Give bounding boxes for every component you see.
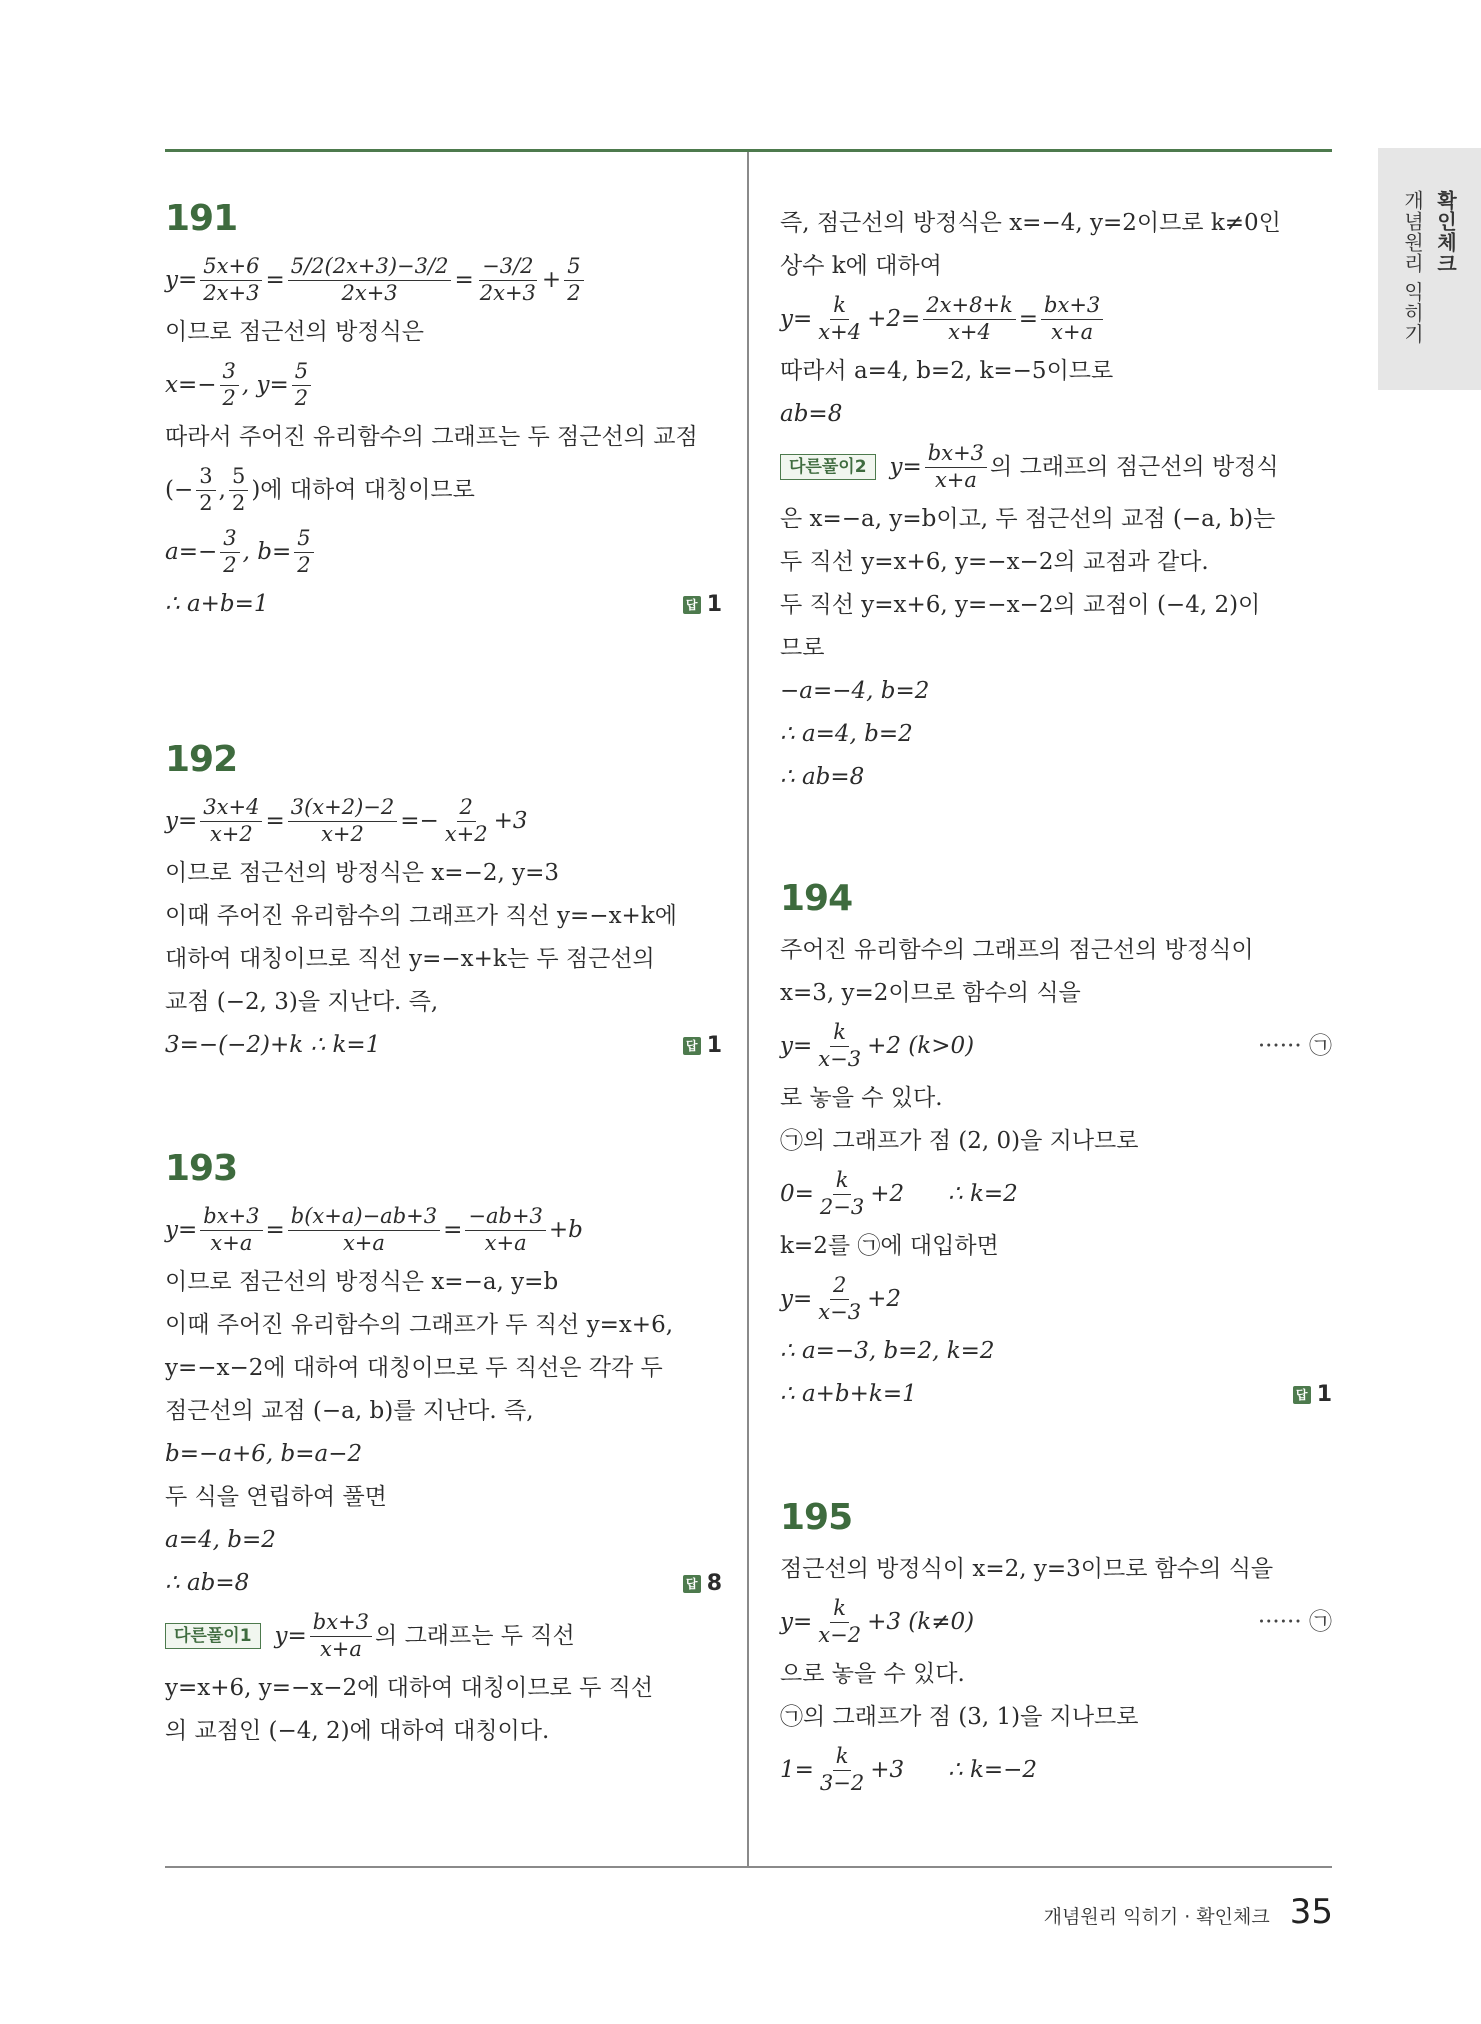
- numerator: 2: [457, 796, 476, 821]
- denominator: x+2: [321, 821, 364, 846]
- denominator: x+a: [484, 1230, 527, 1255]
- solution-line: [780, 1739, 1332, 1801]
- answer-mark: [1293, 1373, 1332, 1416]
- denominator: 2−3: [819, 1194, 865, 1219]
- answer-icon: 답: [683, 1575, 701, 1593]
- solution-line: 즉, 점근선의 방정식은 x=−4, y=2이므로 k≠0인: [780, 210, 1281, 236]
- fraction: [815, 1274, 864, 1323]
- expr: =: [443, 1216, 463, 1243]
- numerator: k: [833, 1169, 852, 1194]
- solution-line: 점근선의 방정식이 x=2, y=3이므로 함수의 식을: [780, 1556, 1274, 1582]
- solution-line: ㉠의 그래프가 점 (3, 1)을 지나므로: [780, 1704, 1139, 1730]
- expr: +b: [548, 1216, 583, 1243]
- alt-solution-tag: 다른풀이1: [165, 1623, 261, 1649]
- solution-line: [780, 1268, 1332, 1330]
- denominator: 2: [222, 385, 236, 410]
- denominator: x+a: [934, 467, 977, 492]
- denominator: x+2: [209, 821, 253, 846]
- solution-line: [165, 249, 722, 311]
- solution-line: 이므로 점근선의 방정식은: [165, 319, 425, 345]
- solution-line: [165, 1199, 722, 1261]
- solution-line: k=2를 ㉠에 대입하면: [780, 1233, 999, 1259]
- fraction: [200, 1205, 262, 1254]
- column-divider: [747, 152, 749, 1866]
- solution-line: [165, 790, 722, 852]
- solution-line: 이므로 점근선의 방정식은 x=−a, y=b: [165, 1269, 559, 1295]
- problem-number-193: 193: [165, 1148, 238, 1189]
- solution-line: ∴ a=−3, b=2, k=2: [780, 1338, 995, 1364]
- expr: y=: [165, 1216, 198, 1243]
- numerator: 5: [229, 465, 248, 490]
- solution-line: [780, 1163, 1332, 1225]
- solution-line: 이때 주어진 유리함수의 그래프가 직선 y=−x+k에: [165, 903, 677, 929]
- fraction: [1041, 294, 1103, 343]
- expr: ,: [218, 476, 226, 503]
- solution-line: 교점 (−2, 3)을 지난다. 즉,: [165, 989, 439, 1015]
- page-number: 35: [1289, 1892, 1333, 1932]
- solution-line: −a=−4, b=2: [780, 678, 930, 704]
- denominator: x+a: [319, 1636, 362, 1661]
- expr: =: [265, 1216, 285, 1243]
- expr: +3 (k≠0): [867, 1608, 975, 1635]
- solution-line: a=4, b=2: [165, 1527, 276, 1553]
- equation-marker: ······ ㉠: [1257, 1032, 1332, 1059]
- answer-value: 1: [1316, 1382, 1332, 1407]
- denominator: 2: [567, 280, 581, 305]
- numerator: 5/2(2x+3)−3/2: [288, 255, 452, 280]
- right-column: [780, 202, 1332, 1801]
- footer-section-title: 개념원리 익히기 · 확인체크: [1043, 1906, 1270, 1928]
- numerator: k: [830, 294, 849, 319]
- numerator: bx+3: [310, 1611, 372, 1636]
- solution-line: b=−a+6, b=a−2: [165, 1441, 363, 1467]
- solution-line: 두 식을 연립하여 풀면: [165, 1484, 387, 1510]
- answer-icon: 답: [1293, 1386, 1311, 1404]
- expr: , b=: [242, 538, 292, 565]
- expr: +3 ∴ k=−2: [870, 1756, 1038, 1783]
- expr: ∴ a+b+k=1: [780, 1381, 917, 1407]
- expr: y=: [274, 1622, 307, 1649]
- solution-line: 은 x=−a, y=b이고, 두 점근선의 교점 (−a, b)는: [780, 506, 1276, 532]
- expr: (−: [165, 476, 194, 503]
- solution-line: [780, 1591, 1332, 1653]
- solution-line: y=x+6, y=−x−2에 대하여 대칭이므로 두 직선: [165, 1675, 654, 1701]
- fraction: [310, 1611, 372, 1660]
- denominator: x−3: [818, 1046, 862, 1071]
- denominator: 3−2: [819, 1770, 865, 1795]
- solution-line: 따라서 a=4, b=2, k=−5이므로: [780, 358, 1114, 384]
- solution-line: 이때 주어진 유리함수의 그래프가 두 직선 y=x+6,: [165, 1312, 674, 1338]
- numerator: 2: [830, 1274, 849, 1299]
- solution-line: [780, 436, 1332, 498]
- expr: 3=−(−2)+k ∴ k=1: [165, 1032, 381, 1058]
- solution-line: ∴ a=4, b=2: [780, 721, 913, 747]
- solution-line: ㉠의 그래프가 점 (2, 0)을 지나므로: [780, 1128, 1139, 1154]
- fraction: [200, 796, 262, 845]
- fraction: [294, 527, 313, 576]
- numerator: k: [830, 1021, 849, 1046]
- fraction: [229, 465, 248, 514]
- side-tab: [1378, 148, 1481, 390]
- numerator: bx+3: [925, 442, 987, 467]
- numerator: k: [833, 1745, 852, 1770]
- answer-icon: 답: [683, 596, 701, 614]
- answer-mark: [683, 1562, 722, 1605]
- fraction: [925, 442, 987, 491]
- expr: y=: [889, 453, 922, 480]
- numerator: 3x+4: [200, 796, 262, 821]
- denominator: 2: [223, 552, 237, 577]
- answer-mark: [683, 583, 722, 626]
- expr: 0=: [780, 1180, 814, 1207]
- expr: 의 그래프의 점근선의 방정식: [990, 453, 1279, 480]
- denominator: x+a: [210, 1230, 253, 1255]
- expr: +: [541, 266, 562, 293]
- expr: )에 대하여 대칭이므로: [251, 476, 475, 503]
- solution-line: ∴ ab=8: [780, 764, 865, 790]
- equation-marker: ······ ㉠: [1257, 1608, 1332, 1635]
- fraction: [815, 294, 864, 343]
- numerator: 3: [220, 527, 239, 552]
- expr: y=: [165, 807, 198, 834]
- expr: =: [454, 266, 474, 293]
- denominator: x+4: [948, 319, 991, 344]
- numerator: 5x+6: [200, 255, 262, 280]
- expr: [780, 1021, 974, 1070]
- numerator: −ab+3: [465, 1205, 546, 1230]
- expr: =: [1018, 305, 1039, 332]
- expr: +2=: [867, 305, 921, 332]
- expr: y=: [780, 1608, 813, 1635]
- numerator: 5: [564, 255, 583, 280]
- solution-line: 두 직선 y=x+6, y=−x−2의 교점이 (−4, 2)이: [780, 592, 1261, 618]
- solution-line: [780, 1373, 1332, 1416]
- numerator: 5: [294, 527, 313, 552]
- answer-mark: [683, 1024, 722, 1067]
- expr: 의 그래프는 두 직선: [375, 1622, 575, 1649]
- left-column: [165, 195, 722, 1753]
- expr: x=−: [165, 371, 217, 398]
- fraction: [564, 255, 583, 304]
- denominator: x−2: [818, 1622, 862, 1647]
- problem-number-192: 192: [165, 739, 238, 780]
- fraction: [196, 465, 215, 514]
- denominator: 2x+3: [479, 280, 536, 305]
- expr: y=: [780, 305, 813, 332]
- expr: +2 ∴ k=2: [870, 1180, 1018, 1207]
- expr: ∴ a+b=1: [165, 591, 269, 617]
- answer-value: 8: [706, 1571, 722, 1596]
- solution-line: 으로 놓을 수 있다.: [780, 1661, 965, 1687]
- fraction: [442, 796, 491, 845]
- denominator: 2x+3: [341, 280, 398, 305]
- answer-value: 1: [706, 1033, 722, 1058]
- denominator: 2x+3: [203, 280, 260, 305]
- side-tab-subtitle: 개념원리 익히기: [1400, 190, 1425, 345]
- solution-line: x=3, y=2이므로 함수의 식을: [780, 980, 1081, 1006]
- solution-line: 므로: [780, 635, 825, 661]
- denominator: 2: [231, 490, 246, 515]
- numerator: 3: [220, 360, 239, 385]
- fraction: [200, 255, 262, 304]
- solution-line: [165, 1024, 722, 1067]
- solution-line: [165, 583, 722, 626]
- fraction: [817, 1169, 867, 1218]
- denominator: 2: [199, 490, 213, 515]
- expr: 1=: [780, 1756, 814, 1783]
- answer-value: 1: [706, 592, 722, 617]
- expr: +3: [493, 807, 528, 834]
- solution-line: 점근선의 교점 (−a, b)를 지난다. 즉,: [165, 1398, 534, 1424]
- fraction: [923, 294, 1015, 343]
- solution-line: y=−x−2에 대하여 대칭이므로 두 직선은 각각 두: [165, 1355, 663, 1381]
- solution-line: 로 놓을 수 있다.: [780, 1085, 943, 1111]
- fraction: [292, 360, 311, 409]
- numerator: 3(x+2)−2: [288, 796, 398, 821]
- denominator: x+a: [1051, 319, 1094, 344]
- solution-line: [165, 1562, 722, 1605]
- fraction: [815, 1597, 864, 1646]
- answer-icon: 답: [683, 1037, 701, 1055]
- solution-line: 두 직선 y=x+6, y=−x−2의 교점과 같다.: [780, 549, 1209, 575]
- expr: +2: [867, 1285, 901, 1312]
- solution-line: 이므로 점근선의 방정식은 x=−2, y=3: [165, 860, 559, 886]
- expr: y=: [780, 1032, 813, 1059]
- numerator: k: [830, 1597, 849, 1622]
- solution-line: [165, 1605, 722, 1667]
- solution-line: 의 교점인 (−4, 2)에 대하여 대칭이다.: [165, 1718, 550, 1744]
- numerator: b(x+a)−ab+3: [288, 1205, 440, 1230]
- solution-line: 대하여 대칭이므로 직선 y=−x+k는 두 점근선의: [165, 946, 655, 972]
- denominator: 2: [294, 385, 309, 410]
- fraction: [220, 527, 239, 576]
- expr: a=−: [165, 538, 218, 565]
- denominator: x+a: [342, 1230, 385, 1255]
- numerator: bx+3: [200, 1205, 262, 1230]
- solution-line: [780, 288, 1332, 350]
- expr: =−: [400, 807, 439, 834]
- fraction: [815, 1021, 864, 1070]
- expr: =: [265, 807, 285, 834]
- fraction: [288, 1205, 440, 1254]
- side-tab-title: 확인체크: [1433, 190, 1458, 274]
- numerator: −3/2: [479, 255, 536, 280]
- denominator: x+4: [818, 319, 862, 344]
- page-footer: [1044, 1892, 1333, 1932]
- fraction: [288, 255, 452, 304]
- solution-line: [165, 459, 722, 521]
- bottom-rule: [165, 1866, 1332, 1868]
- expr: , y=: [241, 371, 289, 398]
- fraction: [220, 360, 239, 409]
- solution-line: [165, 354, 722, 416]
- fraction: [465, 1205, 546, 1254]
- solution-line: 주어진 유리함수의 그래프의 점근선의 방정식이: [780, 937, 1254, 963]
- solution-line: [780, 1015, 1332, 1077]
- denominator: 2: [297, 552, 311, 577]
- fraction: [288, 796, 398, 845]
- alt-solution-tag: 다른풀이2: [780, 454, 876, 480]
- denominator: x−3: [818, 1299, 862, 1324]
- expr: y=: [165, 266, 198, 293]
- problem-number-191: 191: [165, 198, 238, 239]
- expr: =: [265, 266, 285, 293]
- solution-line: 상수 k에 대하여: [780, 253, 942, 279]
- expr: ∴ ab=8: [165, 1570, 250, 1596]
- numerator: 3: [196, 465, 215, 490]
- solution-line: ab=8: [780, 401, 843, 427]
- numerator: 5: [292, 360, 311, 385]
- fraction: [477, 255, 539, 304]
- denominator: x+2: [444, 821, 488, 846]
- problem-number-194: 194: [780, 878, 853, 919]
- expr: y=: [780, 1285, 813, 1312]
- problem-number-195: 195: [780, 1497, 853, 1538]
- expr: +2 (k>0): [867, 1032, 975, 1059]
- expr: [780, 1597, 974, 1646]
- numerator: 2x+8+k: [923, 294, 1015, 319]
- numerator: bx+3: [1041, 294, 1103, 319]
- fraction: [817, 1745, 867, 1794]
- solution-line: [165, 521, 722, 583]
- solution-line: 따라서 주어진 유리함수의 그래프는 두 점근선의 교점: [165, 424, 698, 450]
